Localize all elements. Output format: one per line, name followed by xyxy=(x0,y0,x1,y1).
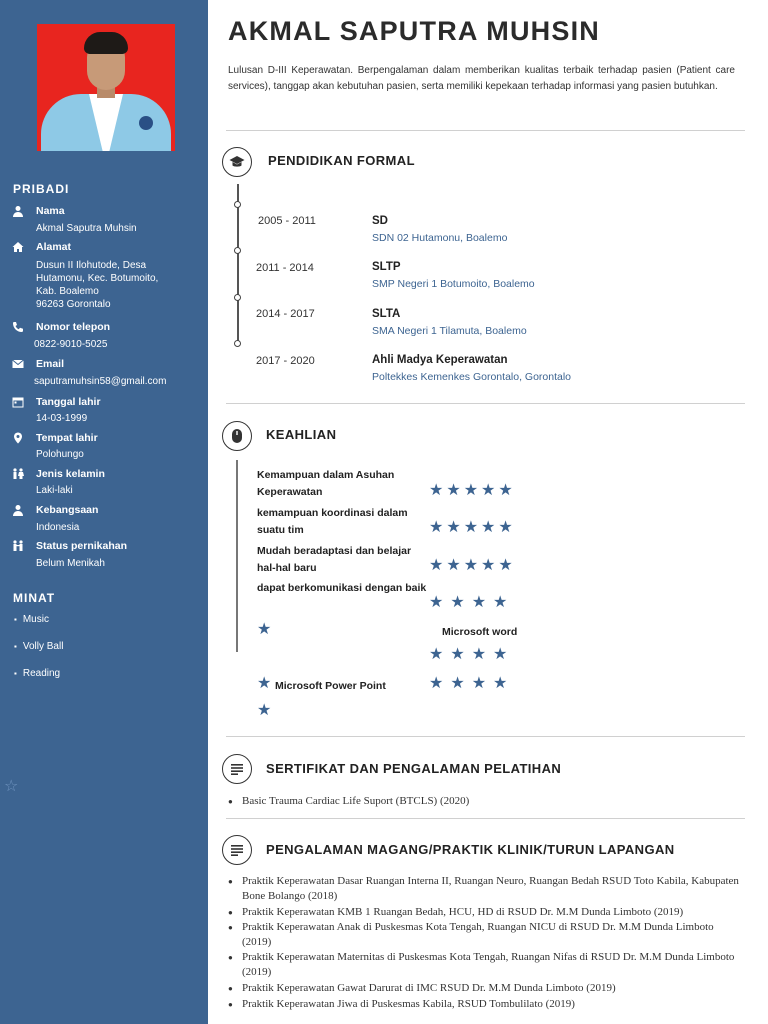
profile-photo xyxy=(37,24,175,151)
timeline-line xyxy=(237,184,239,344)
timeline-dot xyxy=(234,340,241,347)
divider xyxy=(226,736,745,737)
calendar-icon xyxy=(12,396,24,408)
rating-stars: ★★★★★ xyxy=(429,557,516,574)
edu-school: Poltekkes Kemenkes Gorontalo, Gorontalo xyxy=(372,371,572,383)
rating-stars: ★★★★ xyxy=(429,594,515,611)
minat-item: ▪ Volly Ball xyxy=(14,641,63,652)
edu-years: 2014 - 2017 xyxy=(256,308,315,320)
candidate-name: AKMAL SAPUTRA MUHSIN xyxy=(228,16,600,46)
rating-stars: ★★★★ xyxy=(429,675,515,692)
minat-title: MINAT xyxy=(13,591,56,605)
star-outline-icon: ☆ xyxy=(4,778,19,795)
certificates-title: SERTIFIKAT DAN PENGALAMAN PELATIHAN xyxy=(266,761,562,776)
edu-level: Ahli Madya Keperawatan xyxy=(372,354,508,366)
internship-item: ● Praktik Keperawatan Gawat Darurat di IMC RSUD Dr. M.M Dunda Limboto (2019) xyxy=(228,981,745,996)
minat-item: ▪ Reading xyxy=(14,668,60,679)
mouse-icon xyxy=(222,421,252,451)
star-icon: ★ xyxy=(257,621,275,638)
timeline-dot xyxy=(234,201,241,208)
skills-title: KEAHLIAN xyxy=(266,427,337,442)
star-icon: ★ xyxy=(257,675,275,692)
location-pin-icon xyxy=(12,432,24,444)
edu-years: 2005 - 2011 xyxy=(258,215,316,227)
skills-line xyxy=(236,460,238,652)
divider xyxy=(226,130,745,131)
skill-label: Kemampuan dalam Asuhan Keperawatan xyxy=(257,469,395,498)
skill-label: Mudah beradaptasi dan belajar hal-hal baru xyxy=(257,545,412,574)
edu-school: SMA Negeri 1 Tilamuta, Boalemo xyxy=(372,325,527,337)
edu-school: SDN 02 Hutamonu, Boalemo xyxy=(372,232,508,244)
timeline-dot xyxy=(234,294,241,301)
mail-icon xyxy=(12,358,24,370)
divider xyxy=(226,818,745,819)
internship-item: ● Praktik Keperawatan KMB 1 Ruangan Bedah, HCU, HD di RSUD Dr. M.M Dunda Limboto (2019) xyxy=(228,905,745,920)
rating-stars: ★★★★★ xyxy=(429,482,516,499)
profile-summary: Lulusan D-III Keperawatan. Berpengalaman dalam memberikan kualitas terbaik terhadap pasien (Patient care services), tanggap akan kebutuhan pasien, serta memiliki kepekaan terhadap informasi yang pasien butuhkan. xyxy=(228,65,735,92)
sidebar: PRIBADI Nama Akmal Saputra Muhsin Alamat Dusun II Ilohutode, Desa Hutamonu, Kec. Botumoito, Kab. Boalemo 96263 Gorontalo Nomor telepon 0822-9010-5025 Email saputramuhsin58@gmail.com Tanggal lahir 14-03-1999 Tempat lahir Polohungo Jenis kelamin Laki-laki Kebangsaan Indonesia Status pernikahan Belum Menikah MINAT ▪ Music ▪ Volly Ball ▪ Reading ☆ xyxy=(0,0,208,1024)
couple-icon xyxy=(12,540,24,552)
edu-years: 2017 - 2020 xyxy=(256,355,315,367)
internship-item: ● Praktik Keperawatan Jiwa di Puskesmas Kabila, RSUD Tombulilato (2019) xyxy=(228,997,745,1012)
person-icon xyxy=(12,504,24,516)
skill-label: Microsoft Power Point xyxy=(275,680,386,692)
list-icon xyxy=(222,754,252,784)
minat-item: ▪ Music xyxy=(14,614,49,625)
skill-label: Microsoft word xyxy=(442,626,518,638)
internship-title: PENGALAMAN MAGANG/PRAKTIK KLINIK/TURUN LAPANGAN xyxy=(266,842,675,857)
divider xyxy=(226,403,745,404)
internship-item: ● Praktik Keperawatan Dasar Ruangan Interna II, Ruangan Neuro, Ruangan Bedah RSUD Toto Kabila, Kabupaten Bone Bolango (2018) xyxy=(228,874,745,904)
certificate-item: ● Basic Trauma Cardiac Life Suport (BTCLS) (2020) xyxy=(228,794,745,809)
edu-school: SMP Negeri 1 Botumoito, Boalemo xyxy=(372,278,535,290)
timeline-dot xyxy=(234,247,241,254)
person-icon xyxy=(12,205,24,217)
education-title: PENDIDIKAN FORMAL xyxy=(268,153,415,168)
skill-label: dapat berkomunikasi dengan baik xyxy=(257,582,427,594)
phone-icon xyxy=(12,321,24,333)
star-icon: ★ xyxy=(257,702,275,719)
internship-item: ● Praktik Keperawatan Anak di Puskesmas Kota Tengah, Ruangan NICU di RSUD Dr. M.M Dunda Limboto (2019) xyxy=(228,920,745,950)
edu-level: SLTP xyxy=(372,261,401,273)
edu-years: 2011 - 2014 xyxy=(256,262,314,274)
gender-icon xyxy=(12,468,24,480)
edu-level: SD xyxy=(372,215,388,227)
pribadi-title: PRIBADI xyxy=(13,182,70,196)
skill-label: kemampuan koordinasi dalam suatu tim xyxy=(257,507,408,536)
rating-stars: ★★★★★ xyxy=(429,519,516,536)
internship-item: ● Praktik Keperawatan Maternitas di Puskesmas Kota Tengah, Ruangan Nifas di RSUD Dr. M.M Dunda Limboto (2019) xyxy=(228,950,745,980)
home-icon xyxy=(12,241,24,253)
graduation-cap-icon xyxy=(222,147,252,177)
rating-stars: ★★★★ xyxy=(429,646,515,663)
edu-level: SLTA xyxy=(372,308,401,320)
list-icon xyxy=(222,835,252,865)
